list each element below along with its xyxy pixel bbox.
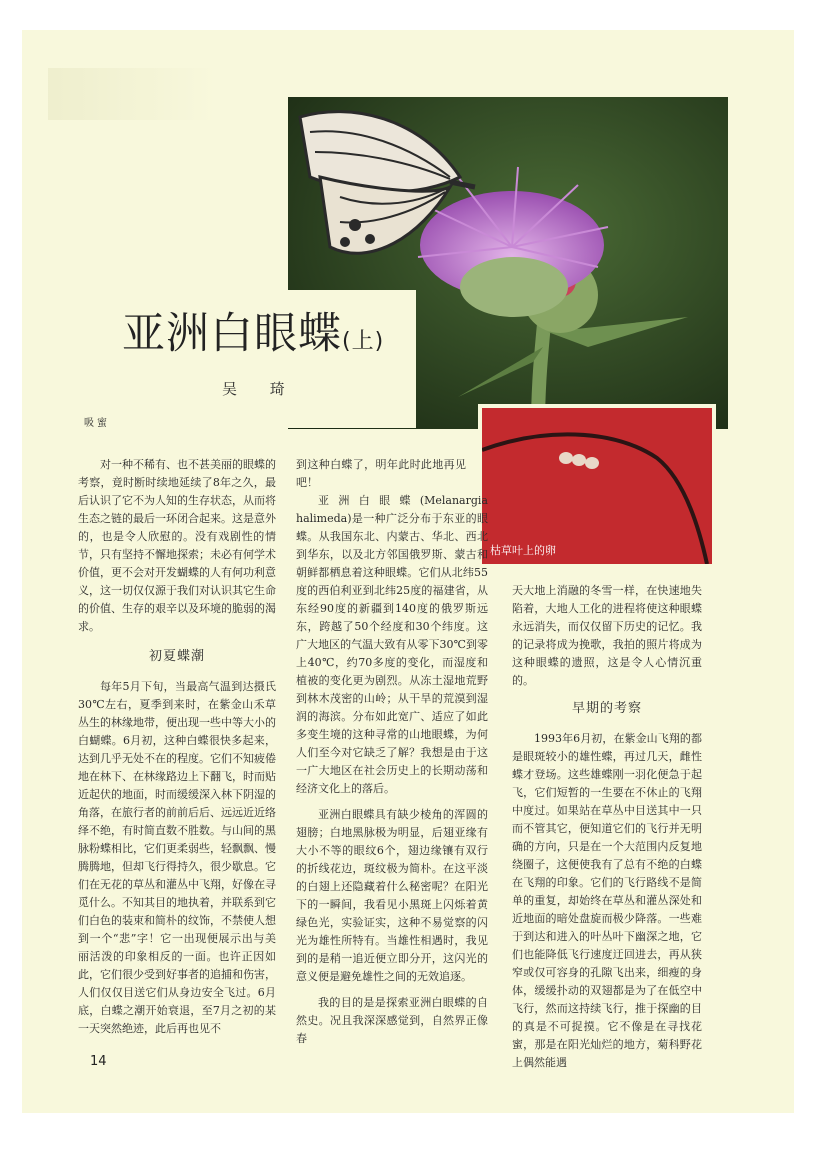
eggs-on-leaf-image <box>482 408 712 564</box>
title-part: (上) <box>342 329 385 354</box>
column-3 <box>512 582 702 1072</box>
intro-paragraph: 对一种不稀有、也不甚美丽的眼蝶的考察，竟时断时续地延续了8年之久，最后认识了它不为人知的生存状态，从而将生态之链的最后一环闭合起来。这是意外的，也是令人欣慰的。没有戏剧性的情节，只有坚持不懈地探索；未必有何学术价值，更不会对开发蝴蝶的人有何功利意义，这一切仅仅源于我们对认识其它生命的价值、生存的艰辛以及环境的脆弱的渴求。 <box>78 458 276 633</box>
corner-decoration <box>48 68 218 120</box>
photo-caption: 吸蜜 <box>84 418 110 429</box>
column-2-species <box>296 492 488 1048</box>
column-2-top <box>296 456 466 492</box>
paragraph: 每年5月下旬，当最高气温到达摄氏30℃左右，夏季到来时，在紫金山禾草丛生的林缘地带，便出现一些中等大小的白蝴蝶。6月初，这种白蝶很快多起来，达到几乎无处不在的程度。它们不知疲倦地在林下、在林缘路边上下翻飞，时而贴近起伏的地面，时而缓缓深入林下阴湿的角落，在旅行者的前前后后、远远近近络绎不绝，有时简直数不胜数。与山间的黑脉粉蝶相比，它们更柔弱些，轻飘飘、慢腾腾地，但却飞行得持久，很少歇息。它们在无花的草丛和灌丛中飞翔，好像在寻觅什么。不知其目的地执着，并联系到它们白色的装束和简朴的纹饰，不禁使人想到一个“悲”字！它一出现便展示出与美丽活泼的印象相反的一面。也许正因如此，它们很少受到好事者的追捕和伤害，人们仅仅目送它们从身边安全飞过。6月底，白蝶之潮开始衰退，至7月之初的某一天突然绝迹，此后再也见不 <box>78 680 276 1035</box>
paragraph: 我的目的是是探索亚洲白眼蝶的自然史。况且我深深感觉到，自然界正像春 <box>296 996 488 1045</box>
article-title <box>122 300 384 361</box>
title-main: 亚洲白眼蝶 <box>122 309 342 359</box>
species-paragraph: 亚洲白眼蝶(Melanargia halimeda)是一种广泛分布于东亚的眼蝶。从我国东北、内蒙古、华北、西北到华东，以及北方邻国俄罗斯、蒙古和朝鲜都栖息着这种眼蝶。它们从北纬55度的西伯利亚到北纬25度的福建省，从东经90度的新疆到140度的俄罗斯远东，跨越了50个经度和30个纬度。这广大地区的气温大致有从零下30℃到零上40℃，约70多度的变化，而湿度和植被的变化更为剧烈。从冻土湿地荒野到林木茂密的山岭；从干旱的荒漠到湿润的海滨。分布如此宽广、适应了如此多变生境的这种寻常的山地眼蝶，为何人们至今对它缺乏了解？我想是由于这一广大地区在社会历史上的长期动荡和经济文化上的落后。 <box>296 494 488 795</box>
section-heading-early-summer: 初夏蝶潮 <box>148 649 205 664</box>
column-1 <box>78 456 276 1038</box>
section-heading-early-survey: 早期的考察 <box>571 701 642 716</box>
egg-photo <box>482 408 712 564</box>
inset-caption: 枯草叶上的卵 <box>490 544 556 557</box>
author-name: 吴 琦 <box>222 380 299 398</box>
page-number: 14 <box>90 1054 107 1069</box>
egg-photo-frame <box>478 404 716 568</box>
paragraph: 亚洲白眼蝶具有缺少棱角的浑圆的翅膀；白地黑脉极为明显，后翅亚缘有大小不等的眼纹6个，翅边缘镶有双行的折线花边，斑纹极为简朴。在这平淡的白翅上还隐藏着什么秘密呢？在阳光下的一瞬间，我看见小黑斑上闪烁着黄绿色光，实验证实，这种不易觉察的闪光为雄性所特有。当雄性相遇时，我见到的是稍一追近便立即分开，这闪光的意义便是避免雄性之间的无效追逐。 <box>296 808 488 983</box>
paragraph: 1993年6月初，在紫金山飞翔的都是眼斑较小的雄性蝶，再过几天，雌性蝶才登场。这些雄蝶刚一羽化便急于起飞，它们短暂的一生要在不休止的飞翔中度过。如果站在草丛中目送其中一只而不管其它，便知道它们的飞行并无明确的方向，只是在一个大范围内反复地绕圈子，这便使我有了总有不绝的白蝶在飞翔的印象。它们的飞行路线不是简单的重复，却始终在草丛和灌丛深处和近地面的暗处盘旋而极少降落。一些难于到达和进入的叶丛叶下幽深之地，它们也能降低飞行速度迂回进去，再从狭窄或仅可容身的孔隙飞出来，细瘦的身体，缓缓扑动的双翅都是为了在低空中飞行，然而这持续飞行，推于探幽的目的真是不可捉摸。它不像是在寻找花蜜，那是在阳光灿烂的地方，菊科野花上偶然能遇 <box>512 732 702 1069</box>
paragraph: 到这种白蝶了，明年此时此地再见吧！ <box>296 458 466 489</box>
paragraph: 天大地上消融的冬雪一样，在快速地失陷着，大地人工化的进程将使这种眼蝶永远消失，而仅仅留下历史的记忆。我的记录将成为挽歌，我拍的照片将成为这种眼蝶的遗照，这是令人心情沉重的。 <box>512 584 702 687</box>
